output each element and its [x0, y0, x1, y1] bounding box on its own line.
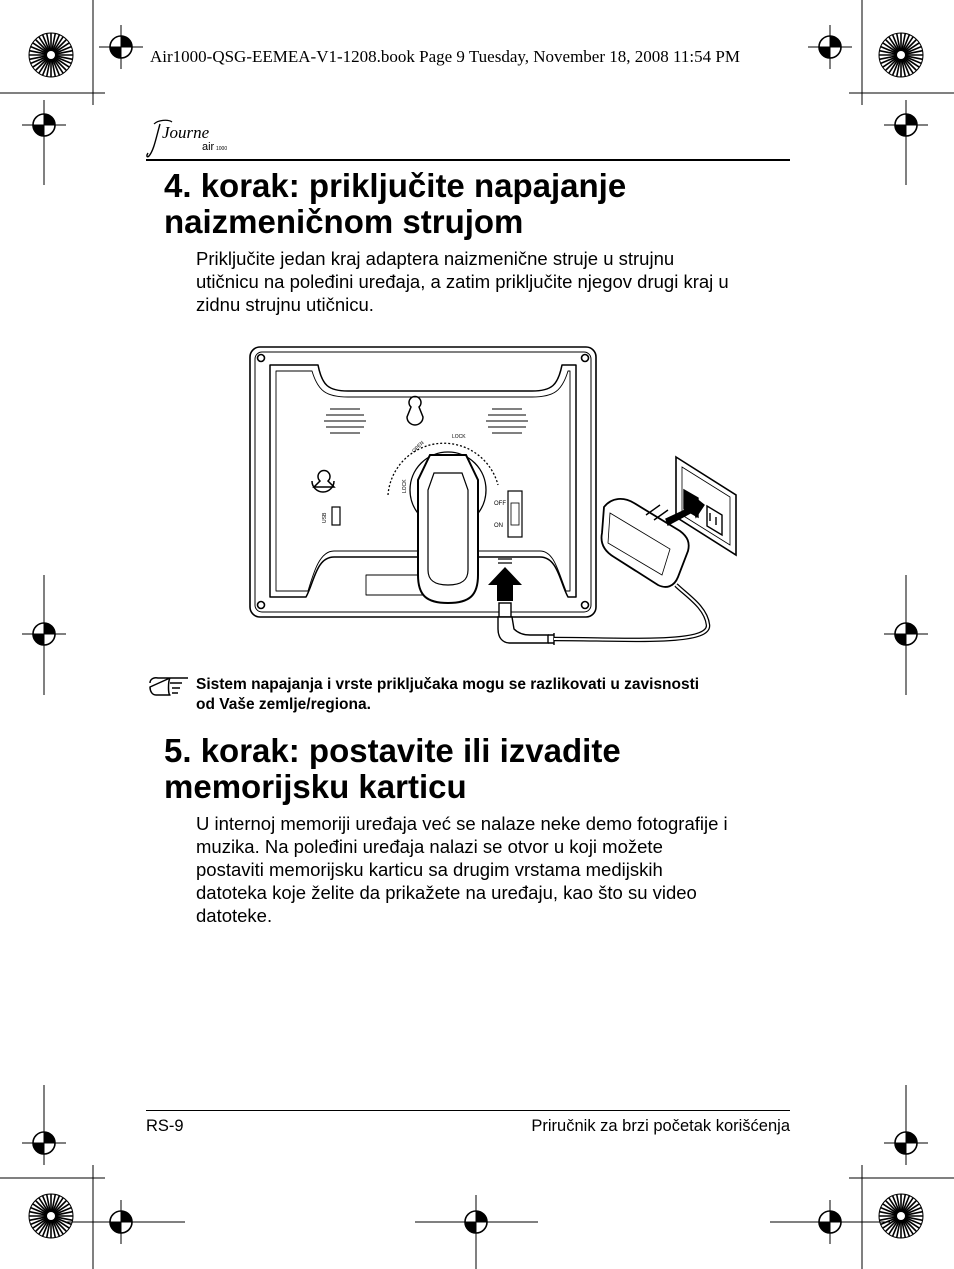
section4-body: [196, 247, 796, 316]
section5-body: [196, 812, 796, 927]
label-open: OPEN: [411, 440, 426, 455]
logo-sub: air: [202, 141, 215, 153]
section4-body-line: utičnicu na poleđini uređaja, a zatim priključite njegov drugi kraj u: [196, 271, 729, 292]
logo-model: 1000: [216, 146, 228, 152]
label-lock-side: LOCK: [402, 479, 408, 493]
note-line: Sistem napajanja i vrste priključaka mogu se razlikovati u zavisnosti: [196, 676, 700, 693]
section4-title: [164, 168, 804, 240]
header-rule: [146, 159, 790, 161]
logo-script: Journe: [162, 123, 210, 142]
journe-air-logo: [146, 116, 236, 162]
section5-body-line: datoteke.: [196, 905, 273, 926]
section5-body-line: U internoj memoriji uređaja već se nalaze neke demo fotografije i: [196, 813, 728, 834]
pointing-hand-icon: [148, 673, 190, 697]
section5-body-line: datoteka koje želite da prikažete na uređaju, kao što su video: [196, 882, 697, 903]
section5-title-line1: 5. korak: postavite ili izvadite: [164, 732, 621, 769]
label-on: ON: [494, 523, 503, 529]
section4-title-line1: 4. korak: priključite napajanje: [164, 167, 627, 204]
section4-body-line: zidnu strujnu utičnicu.: [196, 294, 374, 315]
print-slug: Air1000-QSG-EEMEA-V1-1208.book Page 9 Tuesday, November 18, 2008 11:54 PM: [150, 47, 740, 66]
label-lock-top: LOCK: [452, 434, 466, 440]
section5-title-line2: memorijsku karticu: [164, 768, 467, 805]
note-line: od Vaše zemlje/regiona.: [196, 696, 371, 713]
manual-title: Priručnik za brzi početak korišćenja: [531, 1117, 790, 1135]
section5-body-line: postaviti memorijsku karticu sa drugim vrstama medijskih: [196, 859, 663, 880]
label-off: OFF: [494, 501, 506, 507]
section5-body-line: muzika. Na poleđini uređaja nalazi se otvor u koji možete: [196, 836, 663, 857]
section5-title: [164, 733, 804, 805]
section4-title-line2: naizmeničnom strujom: [164, 203, 524, 240]
label-usb: USB: [322, 512, 328, 523]
power-connection-illustration: [248, 345, 738, 645]
note-text: [196, 675, 796, 715]
page-number: RS-9: [146, 1117, 184, 1135]
section4-body-line: Priključite jedan kraj adaptera naizmenične struje u strujnu: [196, 248, 675, 269]
footer-rule: [146, 1110, 790, 1111]
